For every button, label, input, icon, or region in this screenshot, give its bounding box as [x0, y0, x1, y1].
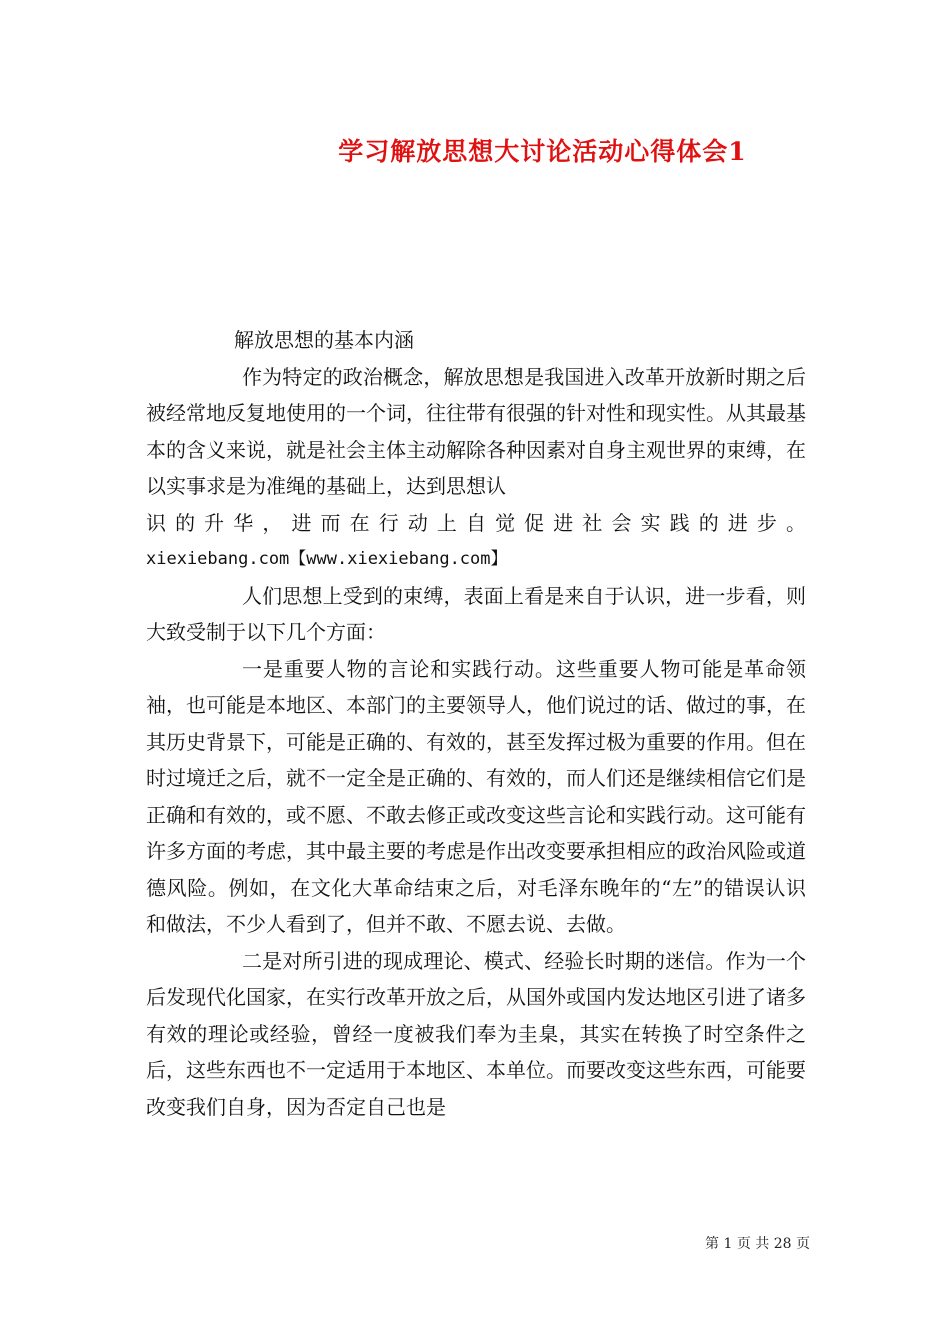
document-body [146, 322, 806, 1125]
paragraph-3: 一是重要人物的言论和实践行动。这些重要人物可能是革命领袖，也可能是本地区、本部门的主要领导人，他们说过的话、做过的事，在其历史背景下，可能是正确的、有效的，甚至发挥过极为重要的作用。但在时过境迁之后，就不一定全是正确的、有效的，而人们还是继续相信它们是正确和有效的，或不愿、不敢去修正或改变这些言论和实践行动。这可能有许多方面的考虑，其中最主要的考虑是作出改变要承担相应的政治风险或道德风险。例如，在文化大革命结束之后，对毛泽东晚年的“左”的错误认识和做法，不少人看到了，但并不敢、不愿去说、去做。 [146, 656, 806, 936]
paragraph-1 [146, 359, 806, 505]
paragraph-1-spread-line: 识的升华，进而在行动上自觉促进社会实践的进步。 [146, 510, 806, 535]
document-title [0, 132, 950, 168]
paragraph-4: 二是对所引进的现成理论、模式、经验长时期的迷信。作为一个后发现代化国家，在实行改革开放之后，从国外或国内发达地区引进了诸多有效的理论或经验，曾经一度被我们奉为圭臬，其实在转换了时空条件之后，这些东西也不一定适用于本地区、本单位。而要改变这些东西，可能要改变我们自身，因为否定自己也是 [146, 948, 806, 1119]
paragraph-2: 人们思想上受到的束缚，表面上看是来自于认识，进一步看，则大致受制于以下几个方面： [146, 583, 806, 644]
document-title-text: 学习解放思想大讨论活动心得体会1 [338, 137, 747, 166]
paragraph-1-link: xiexiebang.com【www.xiexiebang.com】 [146, 549, 508, 569]
paragraph-1-main: 作为特定的政治概念，解放思想是我国进入改革开放新时期之后被经常地反复地使用的一个词，往往带有很强的针对性和现实性。从其最基本的含义来说，就是社会主体主动解除各种因素对自身主观世界的束缚，在以实事求是为准绳的基础上，达到思想认 [146, 364, 806, 498]
page-number-footer: 第 1 页 共 28 页 [705, 1236, 810, 1252]
section-subheading: 解放思想的基本内涵 [234, 328, 414, 352]
